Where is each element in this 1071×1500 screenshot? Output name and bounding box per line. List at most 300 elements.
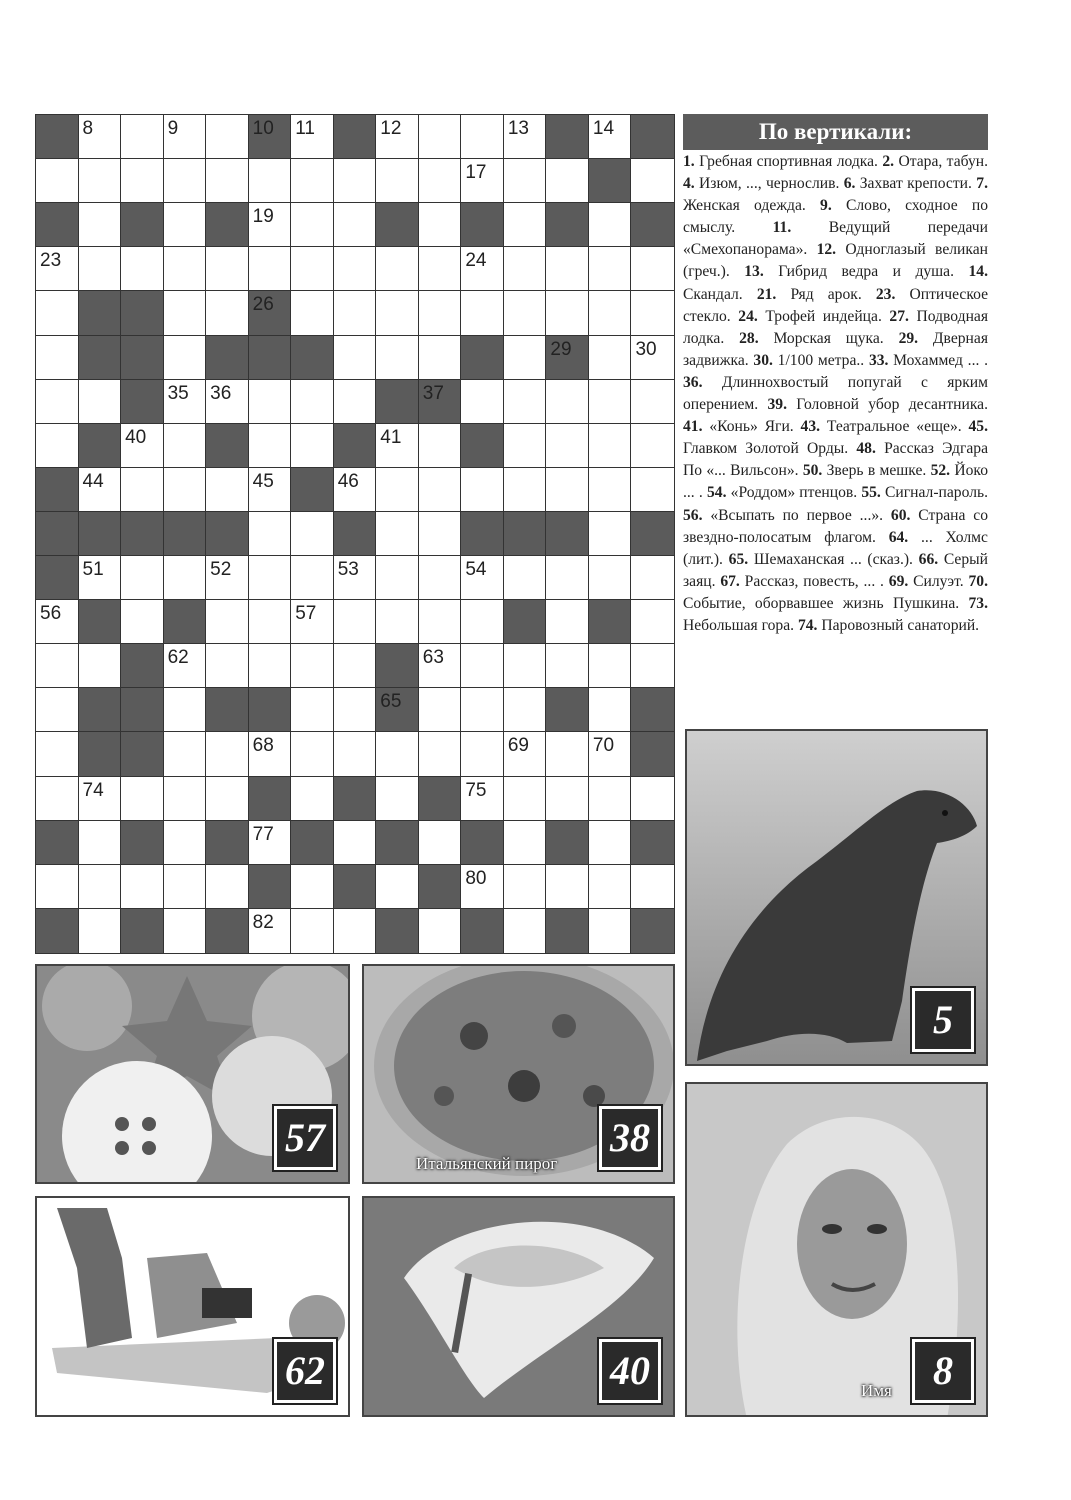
- block-cell: [206, 336, 249, 380]
- clue-number: 67.: [720, 572, 740, 590]
- letter-cell[interactable]: [461, 556, 504, 600]
- cell-number: 10: [252, 118, 274, 139]
- letter-cell[interactable]: [206, 556, 249, 600]
- letter-cell[interactable]: [36, 424, 79, 468]
- letter-cell[interactable]: [461, 600, 504, 644]
- letter-cell[interactable]: [121, 424, 164, 468]
- clue-text: Женская одежда.: [683, 197, 806, 215]
- clue-number: 6.: [843, 175, 856, 193]
- letter-cell[interactable]: [504, 424, 547, 468]
- letter-cell[interactable]: [121, 115, 164, 159]
- letter-cell[interactable]: [121, 865, 164, 909]
- block-cell: [121, 732, 164, 776]
- clue-text: Рассказ, повесть, ... .: [744, 572, 884, 590]
- letter-cell[interactable]: [164, 468, 207, 512]
- letter-cell[interactable]: [589, 203, 632, 247]
- answer-number-badge: 57: [274, 1106, 336, 1170]
- clue-text: Йоко ... .: [683, 462, 989, 502]
- block-cell: [36, 556, 79, 600]
- letter-cell[interactable]: [334, 556, 377, 600]
- letter-cell[interactable]: [249, 380, 292, 424]
- letter-cell[interactable]: [291, 556, 334, 600]
- letter-cell[interactable]: [546, 644, 589, 688]
- letter-cell[interactable]: [504, 865, 547, 909]
- letter-cell[interactable]: [249, 512, 292, 556]
- letter-cell[interactable]: [504, 732, 547, 776]
- letter-cell[interactable]: [249, 600, 292, 644]
- letter-cell[interactable]: [36, 865, 79, 909]
- clue-number: 54.: [706, 484, 727, 502]
- letter-cell[interactable]: [334, 291, 377, 335]
- letter-cell[interactable]: [79, 777, 122, 821]
- letter-cell[interactable]: [206, 115, 249, 159]
- letter-cell[interactable]: [504, 247, 547, 291]
- letter-cell[interactable]: [121, 556, 164, 600]
- letter-cell[interactable]: [334, 821, 377, 865]
- letter-cell[interactable]: [291, 115, 334, 159]
- letter-cell[interactable]: [419, 291, 462, 335]
- letter-cell[interactable]: [121, 247, 164, 291]
- letter-cell[interactable]: [461, 732, 504, 776]
- clue-number: 24.: [738, 307, 758, 325]
- letter-cell[interactable]: [36, 291, 79, 335]
- letter-cell[interactable]: [546, 865, 589, 909]
- clue-text: «Роддом» птенцов.: [730, 484, 858, 502]
- letter-cell[interactable]: [164, 380, 207, 424]
- letter-cell[interactable]: [589, 468, 632, 512]
- answer-number-badge: 62: [274, 1339, 336, 1403]
- letter-cell[interactable]: [291, 512, 334, 556]
- cell-number: 11: [295, 118, 315, 139]
- letter-cell[interactable]: [546, 600, 589, 644]
- letter-cell[interactable]: [631, 556, 674, 600]
- letter-cell[interactable]: [334, 468, 377, 512]
- letter-cell[interactable]: [631, 600, 674, 644]
- letter-cell[interactable]: [291, 909, 334, 953]
- block-cell: [79, 424, 122, 468]
- letter-cell[interactable]: [546, 732, 589, 776]
- letter-cell[interactable]: [164, 203, 207, 247]
- letter-cell[interactable]: [504, 159, 547, 203]
- letter-cell[interactable]: [164, 821, 207, 865]
- clue-text: «Всыпать по первое ...».: [710, 506, 884, 524]
- block-cell: [249, 291, 292, 335]
- letter-cell[interactable]: [79, 247, 122, 291]
- letter-cell[interactable]: [461, 777, 504, 821]
- clue-text: Главком Золотой Орды.: [683, 440, 849, 458]
- letter-cell[interactable]: [291, 600, 334, 644]
- cell-number: 52: [210, 559, 232, 581]
- clue-text: Небольшая гора.: [683, 616, 795, 634]
- letter-cell[interactable]: [36, 600, 79, 644]
- letter-cell[interactable]: [164, 777, 207, 821]
- letter-cell[interactable]: [419, 247, 462, 291]
- letter-cell[interactable]: [291, 159, 334, 203]
- letter-cell[interactable]: [249, 644, 292, 688]
- clue-number: 60.: [890, 506, 911, 524]
- answer-number-badge: 8: [912, 1339, 974, 1403]
- cell-number: 37: [422, 382, 444, 404]
- letter-cell[interactable]: [504, 688, 547, 732]
- letter-cell[interactable]: [419, 203, 462, 247]
- letter-cell[interactable]: [164, 159, 207, 203]
- letter-cell[interactable]: [376, 865, 419, 909]
- letter-cell[interactable]: [291, 644, 334, 688]
- clue-number: 66.: [918, 550, 939, 568]
- block-cell: [79, 512, 122, 556]
- letter-cell[interactable]: [589, 380, 632, 424]
- block-cell: [334, 115, 377, 159]
- cell-number: 29: [550, 338, 572, 360]
- letter-cell[interactable]: [589, 115, 632, 159]
- clue-number: 74.: [797, 616, 818, 634]
- cell-number: 63: [422, 647, 444, 669]
- clue-number: 28.: [739, 329, 759, 347]
- cell-number: 36: [210, 382, 232, 404]
- letter-cell[interactable]: [291, 688, 334, 732]
- letter-cell[interactable]: [249, 732, 292, 776]
- letter-cell[interactable]: [249, 247, 292, 291]
- letter-cell[interactable]: [589, 336, 632, 380]
- letter-cell[interactable]: [419, 821, 462, 865]
- letter-cell[interactable]: [631, 291, 674, 335]
- block-cell: [504, 600, 547, 644]
- block-cell: [376, 644, 419, 688]
- letter-cell[interactable]: [546, 424, 589, 468]
- clue-number: 30.: [753, 351, 773, 369]
- letter-cell[interactable]: [79, 203, 122, 247]
- block-cell: [504, 512, 547, 556]
- letter-cell[interactable]: [461, 380, 504, 424]
- letter-cell[interactable]: [504, 468, 547, 512]
- letter-cell[interactable]: [419, 644, 462, 688]
- letter-cell[interactable]: [376, 468, 419, 512]
- letter-cell[interactable]: [79, 865, 122, 909]
- clue-text: Скандал.: [683, 285, 743, 303]
- letter-cell[interactable]: [36, 380, 79, 424]
- block-cell: [121, 821, 164, 865]
- letter-cell[interactable]: [249, 556, 292, 600]
- letter-cell[interactable]: [36, 732, 79, 776]
- clue-number: 64.: [888, 528, 909, 546]
- letter-cell[interactable]: [461, 688, 504, 732]
- letter-cell[interactable]: [589, 909, 632, 953]
- letter-cell[interactable]: [504, 777, 547, 821]
- block-cell: [546, 203, 589, 247]
- letter-cell[interactable]: [334, 203, 377, 247]
- letter-cell[interactable]: [36, 247, 79, 291]
- letter-cell[interactable]: [419, 512, 462, 556]
- letter-cell[interactable]: [334, 159, 377, 203]
- letter-cell[interactable]: [419, 336, 462, 380]
- cell-number: 26: [252, 294, 274, 316]
- clue-text: Паровозный санаторий.: [821, 616, 980, 634]
- letter-cell[interactable]: [164, 865, 207, 909]
- letter-cell[interactable]: [376, 424, 419, 468]
- letter-cell[interactable]: [546, 468, 589, 512]
- block-cell: [334, 512, 377, 556]
- letter-cell[interactable]: [164, 556, 207, 600]
- letter-cell[interactable]: [249, 909, 292, 953]
- letter-cell[interactable]: [291, 291, 334, 335]
- letter-cell[interactable]: [291, 424, 334, 468]
- letter-cell[interactable]: [376, 247, 419, 291]
- letter-cell[interactable]: [249, 468, 292, 512]
- letter-cell[interactable]: [291, 247, 334, 291]
- letter-cell[interactable]: [419, 115, 462, 159]
- letter-cell[interactable]: [291, 732, 334, 776]
- letter-cell[interactable]: [164, 424, 207, 468]
- letter-cell[interactable]: [589, 424, 632, 468]
- letter-cell[interactable]: [504, 203, 547, 247]
- letter-cell[interactable]: [419, 909, 462, 953]
- letter-cell[interactable]: [206, 247, 249, 291]
- block-cell: [36, 909, 79, 953]
- letter-cell[interactable]: [546, 247, 589, 291]
- letter-cell[interactable]: [79, 380, 122, 424]
- block-cell: [36, 512, 79, 556]
- cell-number: 17: [465, 162, 487, 184]
- letter-cell[interactable]: [121, 600, 164, 644]
- clue-number: 39.: [767, 396, 787, 414]
- letter-cell[interactable]: [79, 909, 122, 953]
- letter-cell[interactable]: [461, 115, 504, 159]
- clue-text: Сигнал-пароль.: [885, 484, 988, 502]
- letter-cell[interactable]: [461, 644, 504, 688]
- letter-cell[interactable]: [334, 732, 377, 776]
- letter-cell[interactable]: [249, 159, 292, 203]
- letter-cell[interactable]: [334, 909, 377, 953]
- letter-cell[interactable]: [206, 865, 249, 909]
- clue-number: 41.: [683, 418, 703, 436]
- letter-cell[interactable]: [419, 556, 462, 600]
- letter-cell[interactable]: [36, 644, 79, 688]
- letter-cell[interactable]: [546, 777, 589, 821]
- letter-cell[interactable]: [461, 468, 504, 512]
- block-cell: [164, 512, 207, 556]
- letter-cell[interactable]: [419, 732, 462, 776]
- clue-text: Трофей индейца.: [765, 307, 882, 325]
- letter-cell[interactable]: [589, 777, 632, 821]
- letter-cell[interactable]: [79, 821, 122, 865]
- letter-cell[interactable]: [419, 468, 462, 512]
- block-cell: [546, 909, 589, 953]
- letter-cell[interactable]: [164, 336, 207, 380]
- letter-cell[interactable]: [631, 644, 674, 688]
- letter-cell[interactable]: [206, 732, 249, 776]
- letter-cell[interactable]: [631, 159, 674, 203]
- block-cell: [461, 821, 504, 865]
- letter-cell[interactable]: [291, 380, 334, 424]
- block-cell: [631, 732, 674, 776]
- letter-cell[interactable]: [546, 291, 589, 335]
- block-cell: [631, 203, 674, 247]
- clue-text: Гибрид ведра и душа.: [778, 263, 954, 281]
- letter-cell[interactable]: [164, 688, 207, 732]
- block-cell: [631, 821, 674, 865]
- letter-cell[interactable]: [334, 688, 377, 732]
- letter-cell[interactable]: [631, 380, 674, 424]
- cell-number: 44: [82, 470, 104, 492]
- letter-cell[interactable]: [504, 556, 547, 600]
- block-cell: [461, 512, 504, 556]
- letter-cell[interactable]: [164, 291, 207, 335]
- letter-cell[interactable]: [334, 247, 377, 291]
- letter-cell[interactable]: [376, 291, 419, 335]
- letter-cell[interactable]: [206, 380, 249, 424]
- buttons-photo: [35, 964, 350, 1184]
- letter-cell[interactable]: [164, 644, 207, 688]
- letter-cell[interactable]: [164, 247, 207, 291]
- clue-text: Серый заяц.: [683, 550, 988, 590]
- letter-cell[interactable]: [376, 336, 419, 380]
- letter-cell[interactable]: [461, 291, 504, 335]
- letter-cell[interactable]: [79, 556, 122, 600]
- clue-text: Изюм, ..., чернослив.: [699, 175, 840, 193]
- letter-cell[interactable]: [504, 291, 547, 335]
- letter-cell[interactable]: [504, 909, 547, 953]
- clue-text: Мохаммед ... .: [893, 351, 988, 369]
- letter-cell[interactable]: [36, 688, 79, 732]
- block-cell: [206, 424, 249, 468]
- letter-cell[interactable]: [589, 247, 632, 291]
- letter-cell[interactable]: [206, 159, 249, 203]
- letter-cell[interactable]: [249, 424, 292, 468]
- letter-cell[interactable]: [419, 600, 462, 644]
- letter-cell[interactable]: [631, 865, 674, 909]
- letter-cell[interactable]: [376, 777, 419, 821]
- letter-cell[interactable]: [376, 115, 419, 159]
- letter-cell[interactable]: [631, 468, 674, 512]
- cell-number: 40: [125, 426, 147, 448]
- woman-photo: [685, 1082, 988, 1417]
- block-cell: [249, 865, 292, 909]
- letter-cell[interactable]: [79, 159, 122, 203]
- letter-cell[interactable]: [504, 115, 547, 159]
- letter-cell[interactable]: [419, 688, 462, 732]
- letter-cell[interactable]: [376, 512, 419, 556]
- letter-cell[interactable]: [376, 556, 419, 600]
- letter-cell[interactable]: [589, 556, 632, 600]
- cell-number: 23: [40, 250, 62, 272]
- letter-cell[interactable]: [631, 777, 674, 821]
- letter-cell[interactable]: [631, 336, 674, 380]
- letter-cell[interactable]: [504, 821, 547, 865]
- letter-cell[interactable]: [334, 336, 377, 380]
- letter-cell[interactable]: [164, 909, 207, 953]
- answer-number-badge: 38: [599, 1106, 661, 1170]
- block-cell: [546, 115, 589, 159]
- letter-cell[interactable]: [206, 600, 249, 644]
- letter-cell[interactable]: [36, 777, 79, 821]
- letter-cell[interactable]: [376, 732, 419, 776]
- clue-text: «Конь» Яги.: [709, 418, 794, 436]
- letter-cell[interactable]: [164, 115, 207, 159]
- cell-number: 8: [82, 118, 94, 139]
- letter-cell[interactable]: [79, 115, 122, 159]
- letter-cell[interactable]: [589, 291, 632, 335]
- letter-cell[interactable]: [376, 159, 419, 203]
- letter-cell[interactable]: [291, 865, 334, 909]
- letter-cell[interactable]: [419, 159, 462, 203]
- letter-cell[interactable]: [546, 556, 589, 600]
- letter-cell[interactable]: [291, 777, 334, 821]
- block-cell: [589, 600, 632, 644]
- letter-cell[interactable]: [589, 821, 632, 865]
- letter-cell[interactable]: [164, 732, 207, 776]
- letter-cell[interactable]: [334, 380, 377, 424]
- calla-photo: [362, 1196, 675, 1417]
- block-cell: [121, 203, 164, 247]
- letter-cell[interactable]: [631, 247, 674, 291]
- letter-cell[interactable]: [79, 468, 122, 512]
- letter-cell[interactable]: [249, 203, 292, 247]
- clues-heading: По вертикали:: [683, 114, 988, 150]
- clue-text: Оптическое стекло.: [683, 285, 989, 325]
- block-cell: [461, 424, 504, 468]
- clue-number: 45.: [968, 418, 988, 436]
- letter-cell[interactable]: [206, 291, 249, 335]
- letter-cell[interactable]: [589, 865, 632, 909]
- block-cell: [546, 336, 589, 380]
- letter-cell[interactable]: [419, 424, 462, 468]
- letter-cell[interactable]: [36, 336, 79, 380]
- pizza-photo: [362, 964, 675, 1184]
- clue-number: 27.: [889, 307, 909, 325]
- letter-cell[interactable]: [291, 203, 334, 247]
- letter-cell[interactable]: [589, 688, 632, 732]
- clue-text: Зверь в мешке.: [826, 462, 927, 480]
- clue-text: Морская щука.: [773, 329, 884, 347]
- letter-cell[interactable]: [79, 644, 122, 688]
- letter-cell[interactable]: [461, 247, 504, 291]
- letter-cell[interactable]: [504, 336, 547, 380]
- letter-cell[interactable]: [461, 865, 504, 909]
- block-cell: [631, 909, 674, 953]
- letter-cell[interactable]: [546, 159, 589, 203]
- block-cell: [631, 512, 674, 556]
- letter-cell[interactable]: [121, 159, 164, 203]
- letter-cell[interactable]: [589, 644, 632, 688]
- letter-cell[interactable]: [36, 159, 79, 203]
- photo-caption: Итальянский пирог: [416, 1154, 558, 1173]
- letter-cell[interactable]: [504, 380, 547, 424]
- letter-cell[interactable]: [546, 380, 589, 424]
- cell-number: 80: [465, 867, 487, 889]
- letter-cell[interactable]: [249, 821, 292, 865]
- cell-number: 75: [465, 779, 487, 801]
- clue-text: Отара, табун.: [898, 153, 988, 170]
- letter-cell[interactable]: [461, 159, 504, 203]
- clue-text: Головной убор десантника.: [796, 396, 988, 414]
- letter-cell[interactable]: [631, 424, 674, 468]
- block-cell: [121, 644, 164, 688]
- block-cell: [79, 732, 122, 776]
- letter-cell[interactable]: [206, 468, 249, 512]
- letter-cell[interactable]: [504, 644, 547, 688]
- letter-cell[interactable]: [121, 777, 164, 821]
- block-cell: [206, 688, 249, 732]
- clue-text: 1/100 метра..: [777, 351, 865, 369]
- letter-cell[interactable]: [334, 644, 377, 688]
- letter-cell[interactable]: [206, 644, 249, 688]
- letter-cell[interactable]: [589, 512, 632, 556]
- letter-cell[interactable]: [121, 468, 164, 512]
- letter-cell[interactable]: [376, 600, 419, 644]
- letter-cell[interactable]: [206, 777, 249, 821]
- letter-cell[interactable]: [589, 732, 632, 776]
- letter-cell[interactable]: [334, 600, 377, 644]
